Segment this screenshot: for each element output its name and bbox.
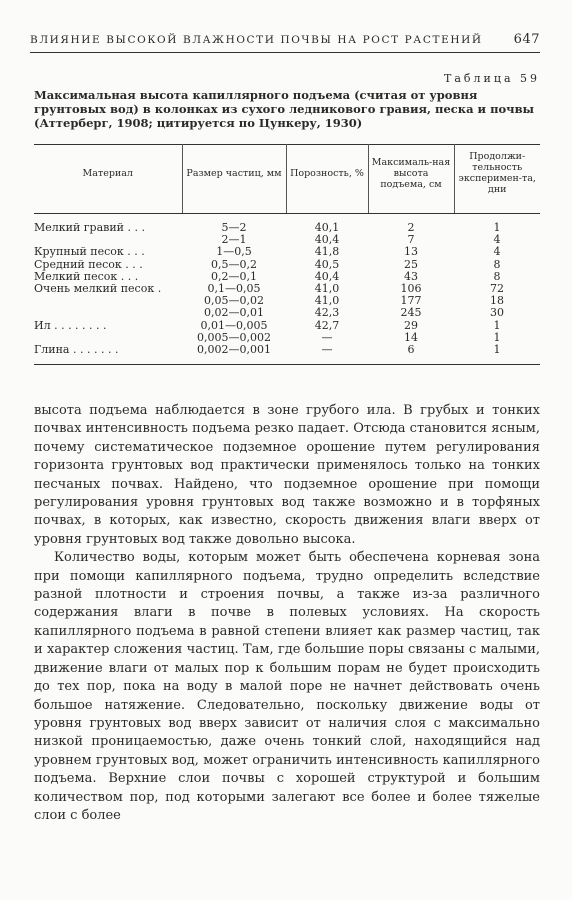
cell-height: 177: [400, 294, 422, 308]
table-row: [34, 320, 540, 332]
header-duration: Продолжи-тельность эксперимен-та, дни: [454, 145, 540, 214]
cell-porosity: 40,4: [314, 233, 340, 247]
cell-height: 7: [407, 233, 415, 247]
body-text: [34, 402, 540, 825]
table-row: [34, 214, 540, 235]
cell-porosity: 40,5: [314, 257, 340, 271]
cell-days: 18: [490, 294, 504, 308]
table-row: [34, 344, 540, 365]
table-row: [34, 259, 540, 271]
header-material: Материал: [34, 145, 182, 214]
cell-days: 1: [454, 344, 540, 365]
cell-material: Средний песок . . .: [34, 257, 143, 271]
running-head-title: ВЛИЯНИЕ ВЫСОКОЙ ВЛАЖНОСТИ ПОЧВЫ НА РОСТ РАСТЕНИЙ: [30, 34, 483, 46]
cell-material: Глина . . . . . . .: [34, 344, 182, 365]
cell-days: 72: [490, 282, 504, 296]
cell-size: 0,1—0,05: [207, 282, 261, 296]
cell-size: 0,002—0,001: [182, 344, 286, 365]
cell-height: 245: [400, 306, 422, 320]
cell-material: Мелкий гравий . . .: [34, 221, 145, 234]
cell-material: Крупный песок . . .: [34, 245, 145, 259]
cell-days: 8: [493, 269, 501, 283]
cell-height: 2: [407, 221, 415, 234]
page-number: 647: [513, 32, 540, 47]
cell-material: [34, 307, 182, 319]
cell-height: 43: [404, 269, 418, 283]
cell-height: 14: [404, 330, 418, 344]
cell-porosity: —: [321, 330, 333, 344]
cell-size: 0,01—0,005: [200, 318, 268, 332]
cell-size: 1—0,5: [216, 245, 252, 259]
table-row: [34, 307, 540, 319]
header-particle-size: Размер частиц, мм: [182, 145, 286, 214]
cell-height: 29: [404, 318, 418, 332]
cell-size: 0,05—0,02: [204, 294, 264, 308]
cell-porosity: 41,0: [314, 294, 340, 308]
cell-days: 4: [493, 233, 501, 247]
table-label: Таблица 59: [444, 72, 540, 85]
cell-height: 6: [368, 344, 454, 365]
cell-material: Ил . . . . . . . .: [34, 318, 107, 332]
cell-porosity: 40,1: [314, 221, 340, 234]
cell-days: 30: [490, 306, 504, 320]
table-row: [34, 246, 540, 258]
cell-porosity: 40,4: [314, 269, 340, 283]
header-max-height: Максималь-ная высота подъема, см: [368, 145, 454, 214]
cell-size: 0,005—0,002: [197, 330, 271, 344]
cell-porosity: —: [286, 344, 368, 365]
cell-porosity: 42,3: [314, 306, 340, 320]
cell-days: 4: [493, 245, 501, 259]
cell-material: [34, 295, 182, 307]
cell-height: 25: [404, 257, 418, 271]
cell-days: 1: [493, 330, 501, 344]
cell-size: 2—1: [221, 233, 247, 247]
table-row: [34, 295, 540, 307]
running-head: [30, 32, 540, 47]
cell-size: 0,5—0,2: [211, 257, 257, 271]
table-row: [34, 283, 540, 295]
cell-material: Мелкий песок . . .: [34, 269, 139, 283]
cell-porosity: 41,0: [314, 282, 340, 296]
table-body: [34, 214, 540, 365]
header-rule: [30, 52, 540, 53]
table-header-row: [34, 145, 540, 214]
cell-size: 0,2—0,1: [211, 269, 257, 283]
paragraph: высота подъема наблюдается в зоне грубого ила. В грубых и тонких почвах интенсивность подъема резко падает. Отсюда становится ясным, почему систематическое подземное орошение путем регулирования горизонта грунтовых вод практически применялось только на тонких песчаных почвах. Найдено, что подземное орошение при помощи регулирования уровня грунтовых вод также возможно и в торфяных почвах, в которых, как известно, скорость движения влаги вверх от уровня грунтовых вод также довольно высока.: [34, 403, 540, 547]
table-caption: Максимальная высота капиллярного подъема (считая от уровня грунтовых вод) в колонках из сухого ледникового гравия, песка и почвы (Аттерберг, 1908; цитируется по Цункеру, 1930): [34, 88, 535, 130]
cell-days: 1: [493, 318, 501, 332]
header-porosity: Порозность, %: [286, 145, 368, 214]
cell-material: Очень мелкий песок .: [34, 282, 162, 296]
cell-days: 8: [493, 257, 501, 271]
data-table: [34, 144, 540, 365]
cell-porosity: 42,7: [314, 318, 340, 332]
cell-height: 106: [400, 282, 422, 296]
cell-size: 0,02—0,01: [204, 306, 264, 320]
cell-height: 13: [404, 245, 418, 259]
cell-days: 1: [493, 221, 501, 234]
cell-size: 5—2: [221, 221, 247, 234]
paragraph: Количество воды, которым может быть обеспечена корневая зона при помощи капиллярного подъема, трудно определить вследствие разной плотности и строения почвы, а также из-за различного содержания влаги в почве в полевых условиях. На скорость капиллярного подъема в равной степени влияет как размер частиц, так и характер сложения частиц. Там, где большие поры связаны с малыми, движение влаги от малых пор к большим порам не будет происходить до тех пор, пока на воду в малой поре не начнет действовать очень большое натяжение. Следовательно, поскольку движение воды от уровня грунтовых вод вверх зависит от наличия слоя с максимально низкой проницаемостью, даже очень тонкий слой, находящийся над уровнем грунтовых вод, может ограничить интенсивность капиллярного подъема. Верхние слои почвы с хорошей структурой и большим количеством пор, под которыми залегают все более и более тяжелые слои с более: [34, 550, 540, 823]
cell-porosity: 41,8: [314, 245, 340, 259]
